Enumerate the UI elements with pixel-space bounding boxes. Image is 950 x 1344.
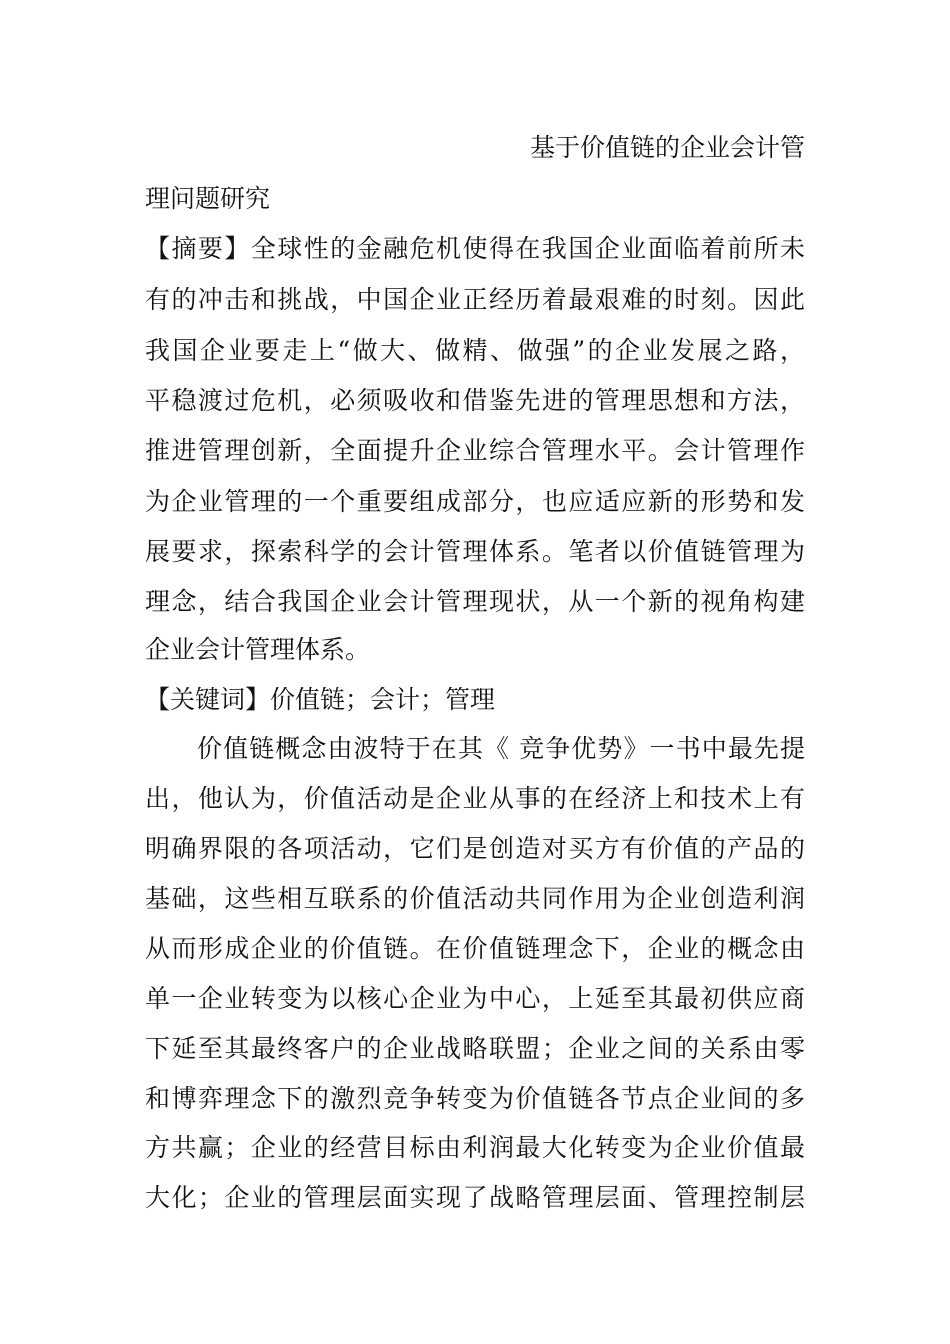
body-line: 从而形成企业的价值链。在价值链理念下，企业的概念由 <box>145 934 805 963</box>
abstract-line: 我国企业要走上“做大、做精、做强”的企业发展之路， <box>145 336 805 365</box>
title-line-2: 理问题研究 <box>145 184 271 213</box>
keywords-line: 【关键词】价值链；会计；管理 <box>145 685 496 714</box>
abstract-line: 为企业管理的一个重要组成部分，也应适应新的形势和发 <box>145 487 805 516</box>
body-line: 和博弈理念下的激烈竞争转变为价值链各节点企业间的多 <box>145 1084 805 1113</box>
body-line: 明确界限的各项活动，它们是创造对买方有价值的产品的 <box>145 834 805 863</box>
abstract-line: 有的冲击和挑战，中国企业正经历着最艰难的时刻。因此 <box>145 285 805 314</box>
body-line: 单一企业转变为以核心企业为中心，上延至其最初供应商 <box>145 984 805 1013</box>
body-line: 下延至其最终客户的企业战略联盟；企业之间的关系由零 <box>145 1034 805 1063</box>
body-line: 价值链概念由波特于在其《 竞争优势》一书中最先提 <box>197 734 805 763</box>
abstract-line: 平稳渡过危机，必须吸收和借鉴先进的管理思想和方法， <box>145 386 805 415</box>
abstract-line: 推进管理创新，全面提升企业综合管理水平。会计管理作 <box>145 436 805 465</box>
title-line-1: 基于价值链的企业会计管 <box>529 133 805 162</box>
body-line: 出，他认为，价值活动是企业从事的在经济上和技术上有 <box>145 784 805 813</box>
abstract-line: 【摘要】全球性的金融危机使得在我国企业面临着前所未 <box>145 234 805 263</box>
abstract-line: 理念，结合我国企业会计管理现状，从一个新的视角构建 <box>145 587 805 616</box>
abstract-line: 企业会计管理体系。 <box>145 635 371 664</box>
abstract-line: 展要求，探索科学的会计管理体系。笔者以价值链管理为 <box>145 537 805 566</box>
body-line: 方共赢；企业的经营目标由利润最大化转变为企业价值最 <box>145 1133 805 1162</box>
body-line: 大化；企业的管理层面实现了战略管理层面、管理控制层 <box>145 1183 805 1212</box>
body-line: 基础，这些相互联系的价值活动共同作用为企业创造利润 <box>145 884 805 913</box>
